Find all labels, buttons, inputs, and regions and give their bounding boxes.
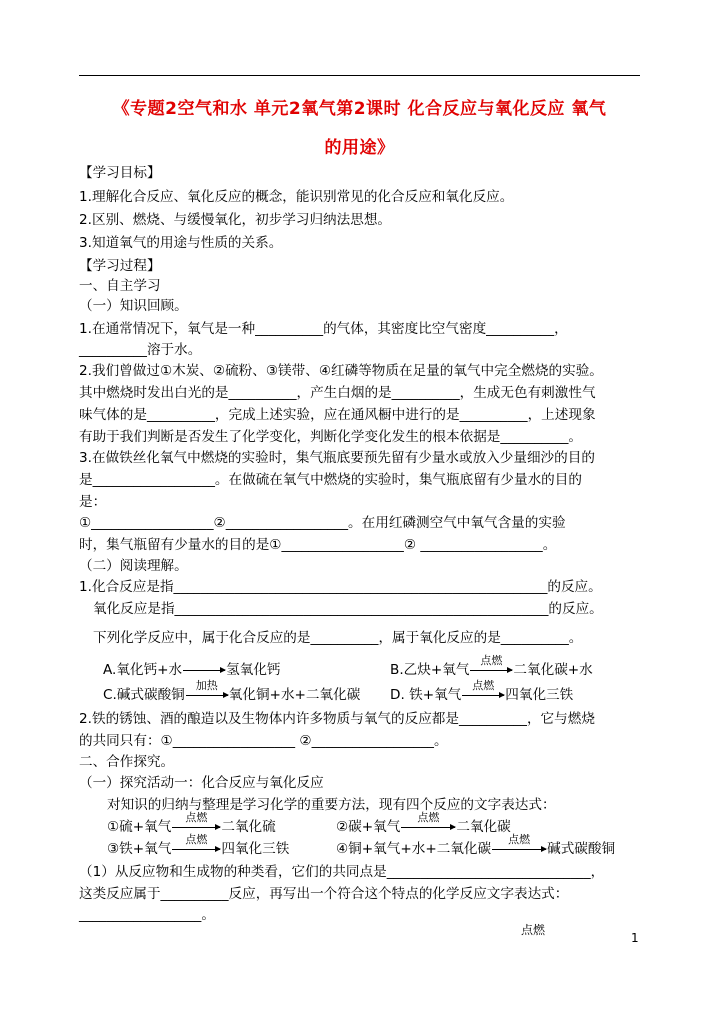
part2-header: 二、合作探究。 [79,754,175,770]
question-line: ①__________________②__________________。在用红磷测空气中氧气含量的实验 [79,515,566,531]
reaction-condition-label: 点燃 [521,923,546,937]
document-title-line-1: 《专题2空气和水 单元2氧气第2课时 化合反应与氧化反应 氧气 [112,99,607,119]
option-d: D. 铁+氧气 点燃 四氧化三铁 [390,679,574,703]
objective-item: 2.区别、燃烧、与缓慢氧化，初步学习归纳法思想。 [79,212,392,228]
reaction-arrow: 点燃 [172,826,220,828]
option-b: B.乙炔+氧气 点燃 二氧化碳+水 [390,654,593,678]
question-line: 1.在通常情况下，氧气是一种__________的气体，其密度比空气密度__________， [79,321,568,337]
reaction-2: ②碳+氧气 点燃 二氧化碳 [336,811,511,835]
objective-item: 3.知道氧气的用途与性质的关系。 [79,235,283,251]
question-line: 是__________________。在做硫在氧气中燃烧的实验时，集气瓶底留有少量水的目的 [79,472,582,488]
question-line: 2.我们曾做过①木炭、②硫粉、③镁带、④红磷等物质在足量的氧气中完全燃烧的实验。 [79,363,603,379]
question-line: 3.在做铁丝化氧气中燃烧的实验时，集气瓶底要预先留有少量水或放入少量细沙的目的 [79,450,595,466]
reaction-arrow: 点燃 [401,826,455,828]
question-line: __________________。 [79,907,215,923]
definition-line: 1.化合反应是指_______________________________________________________的反应。 [79,579,602,595]
activity-header: （一）探究活动一：化合反应与氧化反应 [79,775,324,791]
question-line: 有助于我们判断是否发生了化学变化，判断化学变化发生的根本依据是__________。 [79,429,582,445]
reaction-arrow: 点燃 [492,848,546,850]
reaction-arrow: 点燃 [172,848,220,850]
question-line: 2.铁的锈蚀、酒的酿造以及生物体内许多物质与氧气的反应都是__________，它与燃烧 [79,711,595,727]
reaction-arrow: 点燃 [470,669,512,671]
part1-header: 一、自主学习 [79,278,161,294]
option-c: C.碱式碳酸铜 加热 氧化铜+水+二氧化碳 [103,679,361,703]
question-line: 味气体的是__________，完成上述实验，应在通风橱中进行的是__________，上述现象 [79,407,596,423]
reaction-4: ④铜+氧气+水+二氧化碳 点燃 碱式碳酸铜 [336,833,616,857]
question-line: 时，集气瓶留有少量水的目的是①__________________② __________________。 [79,537,557,553]
header-rule [79,75,640,76]
question-line: 这类反应属于__________反应，再写出一个符合这个特点的化学反应文字表达式： [79,886,569,902]
reaction-arrow: 点燃 [462,694,504,696]
question-line: 下列化学反应中，属于化合反应的是__________，属于氧化反应的是__________。 [93,630,583,646]
option-a: A.氧化钙+水 氢氧化钙 [103,662,281,678]
activity-intro: 对知识的归纳与整理是学习化学的重要方法，现有四个反应的文字表达式： [107,797,556,813]
question-line: __________溶于水。 [79,342,202,358]
question-line: 的共同只有：①__________________ ②__________________。 [79,733,448,749]
objective-item: 1.理解化合反应、氧化反应的概念，能识别常见的化合反应和氧化反应。 [79,189,514,205]
document-title-line-2: 的用途》 [324,138,395,158]
page-number: 1 [631,931,639,945]
process-header: 【学习过程】 [79,258,161,274]
reaction-3: ③铁+氧气 点燃 四氧化三铁 [107,833,290,857]
question-line: 是： [79,494,107,510]
reaction-arrow: 加热 [186,694,228,696]
reaction-arrow [183,669,225,671]
reaction-1: ①硫+氧气 点燃 二氧化硫 [107,811,276,835]
definition-line: 氧化反应是指_______________________________________________________的反应。 [93,601,603,617]
question-line: 其中燃烧时发出白光的是__________，产生白烟的是__________，生成无色有刺激性气 [79,385,596,401]
objectives-header: 【学习目标】 [79,165,161,181]
question-line: （1）从反应物和生成物的种类看，它们的共同点是______________________________， [79,864,605,880]
part1-subheader-reading: （二）阅读理解。 [79,558,188,574]
part1-subheader-review: （一）知识回顾。 [79,298,188,314]
